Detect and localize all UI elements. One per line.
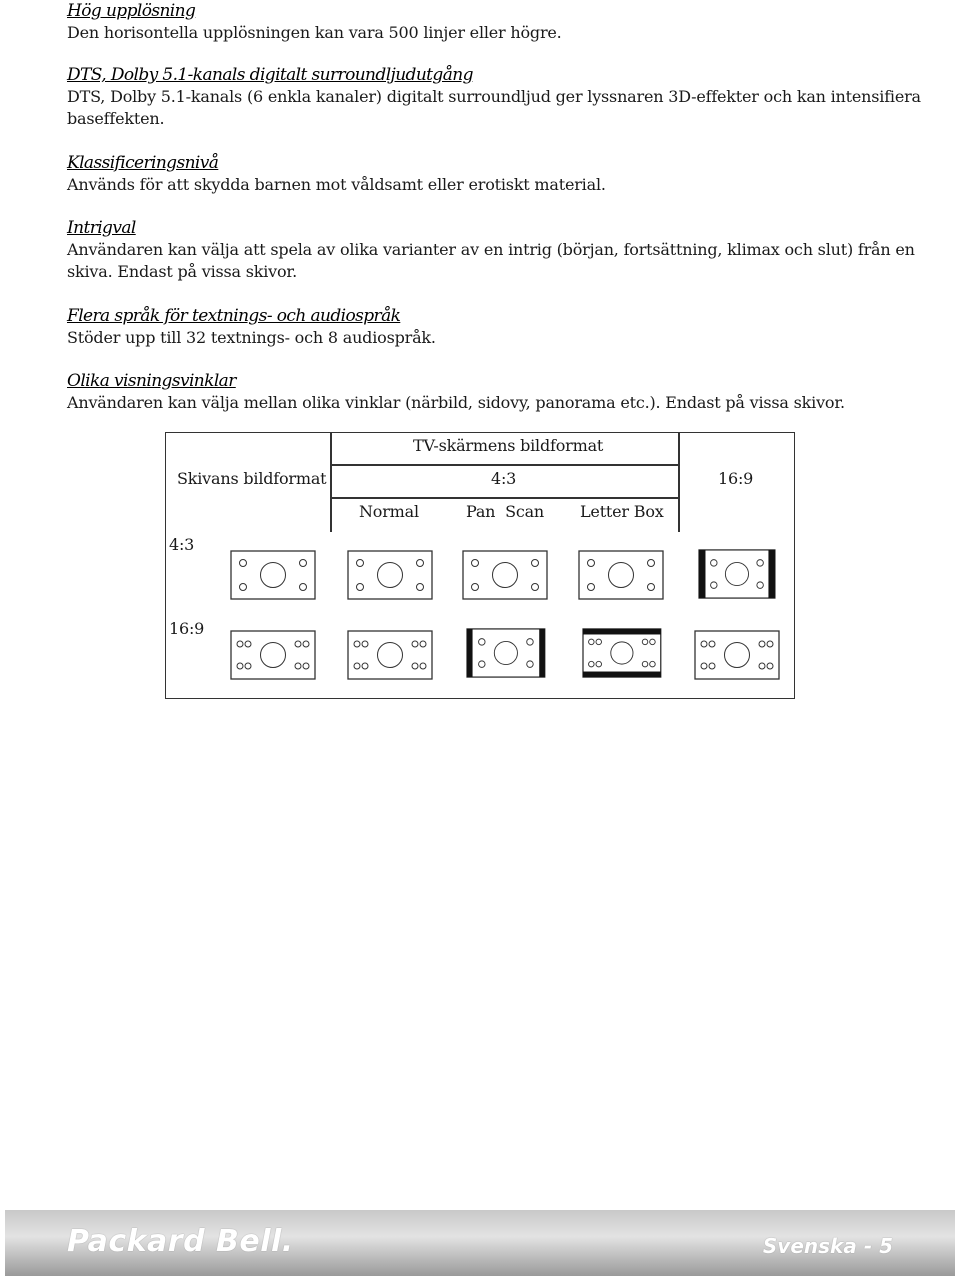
table-divider [678,432,680,532]
page-number: Svenska - 5 [762,1234,893,1258]
sub-normal-header: Normal [359,502,419,521]
screen-43-source-icon [230,550,340,600]
tv-format-header: TV-skärmens bildformat [413,436,604,455]
brand-logo: Packard Bell. [67,1224,294,1259]
section-heading: Klassificeringsnivå [67,153,219,173]
section-rating-level [67,152,606,196]
section-plot-choice [67,217,915,283]
section-viewing-angles [67,370,845,414]
section-text: Används för att skydda barnen mot våldsamt eller erotiskt material. [67,175,606,194]
sub-letterbox-header: Letter Box [580,502,664,521]
section-multi-language [67,305,436,349]
screen-43-panscan-icon [462,550,572,600]
section-text: Användaren kan välja att spela av olika varianter av en intrig (början, fortsättning, klimax och slut) från en [67,240,915,259]
table-divider [330,497,679,499]
section-dts-dolby [67,64,921,130]
row-169-label: 16:9 [169,619,205,638]
section-text: baseffekten. [67,109,165,128]
section-text: Stöder upp till 32 textnings- och 8 audiospråk. [67,328,436,347]
section-heading: Flera språk för textnings- och audiospråk [67,306,401,326]
section-high-resolution [67,0,562,44]
section-text: Den horisontella upplösningen kan vara 500 linjer eller högre. [67,23,562,42]
disc-format-header: Skivans bildformat [177,469,327,488]
tv-43-header: 4:3 [491,469,517,488]
screen-169-wide-icon [694,630,804,680]
screen-43-letterbox-icon [578,550,688,600]
screen-169-source-icon [230,630,340,680]
table-divider [330,464,679,466]
section-text: Användaren kan välja mellan olika vinklar (närbild, sidovy, panorama etc.). Endast på vissa skivor. [67,393,845,412]
page-footer [5,1210,955,1276]
screen-43-wide-icon [694,549,804,599]
section-text: DTS, Dolby 5.1-kanals (6 enkla kanaler) digitalt surroundljud ger lyssnaren 3D-effekter och kan intensifiera [67,87,921,106]
screen-169-normal-icon [347,630,457,680]
section-heading: Olika visningsvinklar [67,371,236,391]
screen-169-letterbox-icon [578,628,688,678]
section-heading: Hög upplösning [67,1,196,21]
tv-169-header: 16:9 [718,469,754,488]
table-divider [330,432,332,532]
section-heading: Intrigval [67,218,136,238]
section-text: skiva. Endast på vissa skivor. [67,262,298,281]
sub-panscan-header: Pan Scan [466,502,545,521]
row-43-label: 4:3 [169,535,195,554]
screen-169-panscan-icon [462,628,572,678]
section-heading: DTS, Dolby 5.1-kanals digitalt surroundljudutgång [67,65,473,85]
screen-43-normal-icon [347,550,457,600]
